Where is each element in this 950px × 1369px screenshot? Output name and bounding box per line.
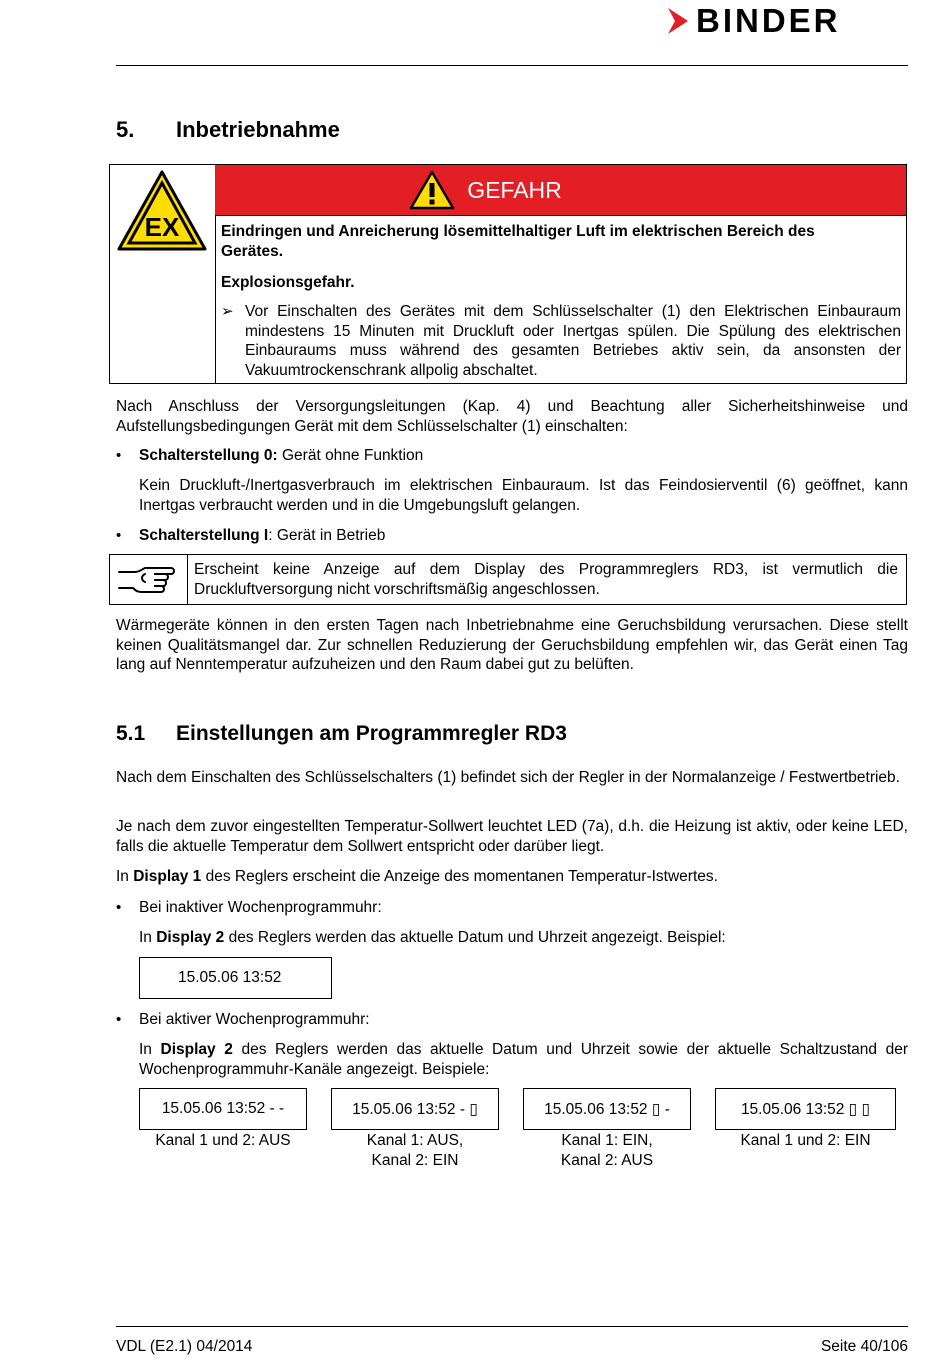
paragraph-display-1 [116,867,908,887]
display-example: 15.05.06 13:52 - ▯ [331,1088,499,1130]
bullet-switch-1-text: : Gerät in Betrieb [268,527,386,544]
explosion-hazard-icon [116,169,208,253]
warning-icon [409,170,455,210]
paragraph-led: Je nach dem zuvor eingestellten Temperatur-Sollwert leuchtet LED (7a), d.h. die Heizung ist aktiv, oder keine LED, falls die aktuelle Temperatur dem Sollwert entspricht oder darüber liegt. [116,818,908,855]
danger-icon-cell [110,165,216,383]
note-box [109,554,907,605]
bullet-dot: • [116,527,122,544]
header-rule [116,65,908,66]
brand-name: BINDER [696,2,841,39]
bullet-switch-1-label: Schalterstellung I [139,527,269,544]
subsection-title-text: Einstellungen am Programmregler RD3 [176,722,567,745]
display-example: 15.05.06 13:52 ▯ - [523,1088,691,1130]
display-caption [715,1131,896,1151]
brand-logo [666,4,841,38]
inactive-label: Bei inaktiver Wochenprogrammuhr: [139,899,382,916]
caption-line: Kanal 1: EIN, [561,1132,653,1149]
bullet-switch-0-label: Schalterstellung 0: [139,447,278,464]
display-caption [331,1131,499,1171]
inactive-post: des Reglers werden das aktuelle Datum und Uhrzeit angezeigt. Beispiel: [224,929,726,946]
intro-paragraph: Nach Anschluss der Versorgungsleitungen (Kap. 4) und Beachtung aller Sicherheitshinweise und Aufstellungsbedingungen Gerät mit dem Schlüsselschalter (1) einschalten: [116,398,908,435]
note-text: Erscheint keine Anzeige auf dem Display des Programmreglers RD3, ist vermutlich die Druckluftversorgung nicht vorschriftsmäßig angeschlossen. [194,561,898,598]
active-pre: In [139,1041,161,1058]
caption-line: Kanal 1 und 2: EIN [740,1132,871,1149]
binder-logo-icon [666,6,690,36]
footer-rule [116,1326,908,1327]
danger-instruction: Vor Einschalten des Gerätes mit dem Schlüsselschalter (1) den Elektrischen Einbauraum mindestens 15 Minuten mit Druckluft oder Inertgas spülen. Die Spülung des elektrischen Einbauraums muss während des gesamten Betriebes aktiv sein, da ansonsten der Vakuumtrockenschrank allpolig abschaltet. [245,303,901,379]
subsection-title [116,722,567,746]
caption-line: Kanal 1 und 2: AUS [155,1132,291,1149]
danger-label: GEFAHR [467,176,562,203]
display-example: 15.05.06 13:52 ▯ ▯ [715,1088,896,1130]
active-post: des Reglers werden das aktuelle Datum und Uhrzeit sowie der aktuelle Schaltzustand der Wochenprogrammuhr-Kanäle angezeigt. Beispiele: [139,1041,908,1078]
display-inactive-example: 15.05.06 13:52 [139,957,332,999]
p3-post: des Reglers erscheint die Anzeige des momentanen Temperatur-Istwertes. [201,868,718,885]
danger-header [215,165,906,216]
display-caption [139,1131,307,1151]
danger-box [109,164,907,384]
pointing-hand-icon [115,560,181,600]
bullet-switch-0-text: Gerät ohne Funktion [277,447,424,464]
display-1-label: Display 1 [133,868,202,885]
display-caption [523,1131,691,1171]
paragraph-normal-display: Nach dem Einschalten des Schlüsselschalters (1) befindet sich der Regler in der Normalanzeige / Festwertbetrieb. [116,769,900,786]
inactive-pre: In [139,929,157,946]
note-icon-cell [110,555,188,604]
danger-line2: Explosionsgefahr. [221,274,355,291]
active-label: Bei aktiver Wochenprogrammuhr: [139,1011,370,1028]
ex-label: EX [144,212,180,242]
active-description [139,1040,908,1079]
bullet-switch-0 [139,446,899,466]
caption-line: Kanal 2: AUS [560,1152,654,1169]
section-title-text: Inbetriebnahme [176,117,340,142]
display-2-label: Display 2 [156,929,225,946]
switch-0-detail: Kein Druckluft-/Inertgasverbrauch im elektrischen Einbauraum. Ist das Feindosierventil (6) geöffnet, kann Inertgas verbraucht werden und in die Umgebungsluft gelangen. [139,477,908,514]
bullet-dot: • [116,899,122,916]
caption-line: Kanal 2: EIN [371,1152,459,1169]
section-title [116,117,340,143]
footer-page-number: Seite 40/106 [820,1338,908,1355]
caption-line: Kanal 1: AUS, [366,1132,464,1149]
subsection-number: 5.1 [116,722,146,745]
inactive-description [139,928,908,948]
warmup-paragraph: Wärmegeräte können in den ersten Tagen nach Inbetriebnahme eine Geruchsbildung verursachen. Diese stellt keinen Qualitätsmangel dar. Zur schnellen Reduzierung der Geruchsbildung empfehlen wir, das Gerät einen Tag lang auf Nenntemperatur aufzuheizen und den Raum dabei gut zu belüften. [116,617,908,673]
bullet-dot: • [116,1011,122,1028]
bullet-switch-1 [139,526,899,546]
bullet-dot: • [116,447,122,464]
display-2-label: Display 2 [160,1041,233,1058]
danger-line1: Eindringen und Anreicherung lösemittelhaltiger Luft im elektrischen Bereich des Gerätes. [221,223,815,260]
arrow-bullet-icon: ➢ [221,303,234,320]
display-example: 15.05.06 13:52 - - [139,1088,307,1130]
footer-document-id: VDL (E2.1) 04/2014 [116,1338,253,1355]
p3-pre: In [116,868,134,885]
section-number: 5. [116,117,135,142]
